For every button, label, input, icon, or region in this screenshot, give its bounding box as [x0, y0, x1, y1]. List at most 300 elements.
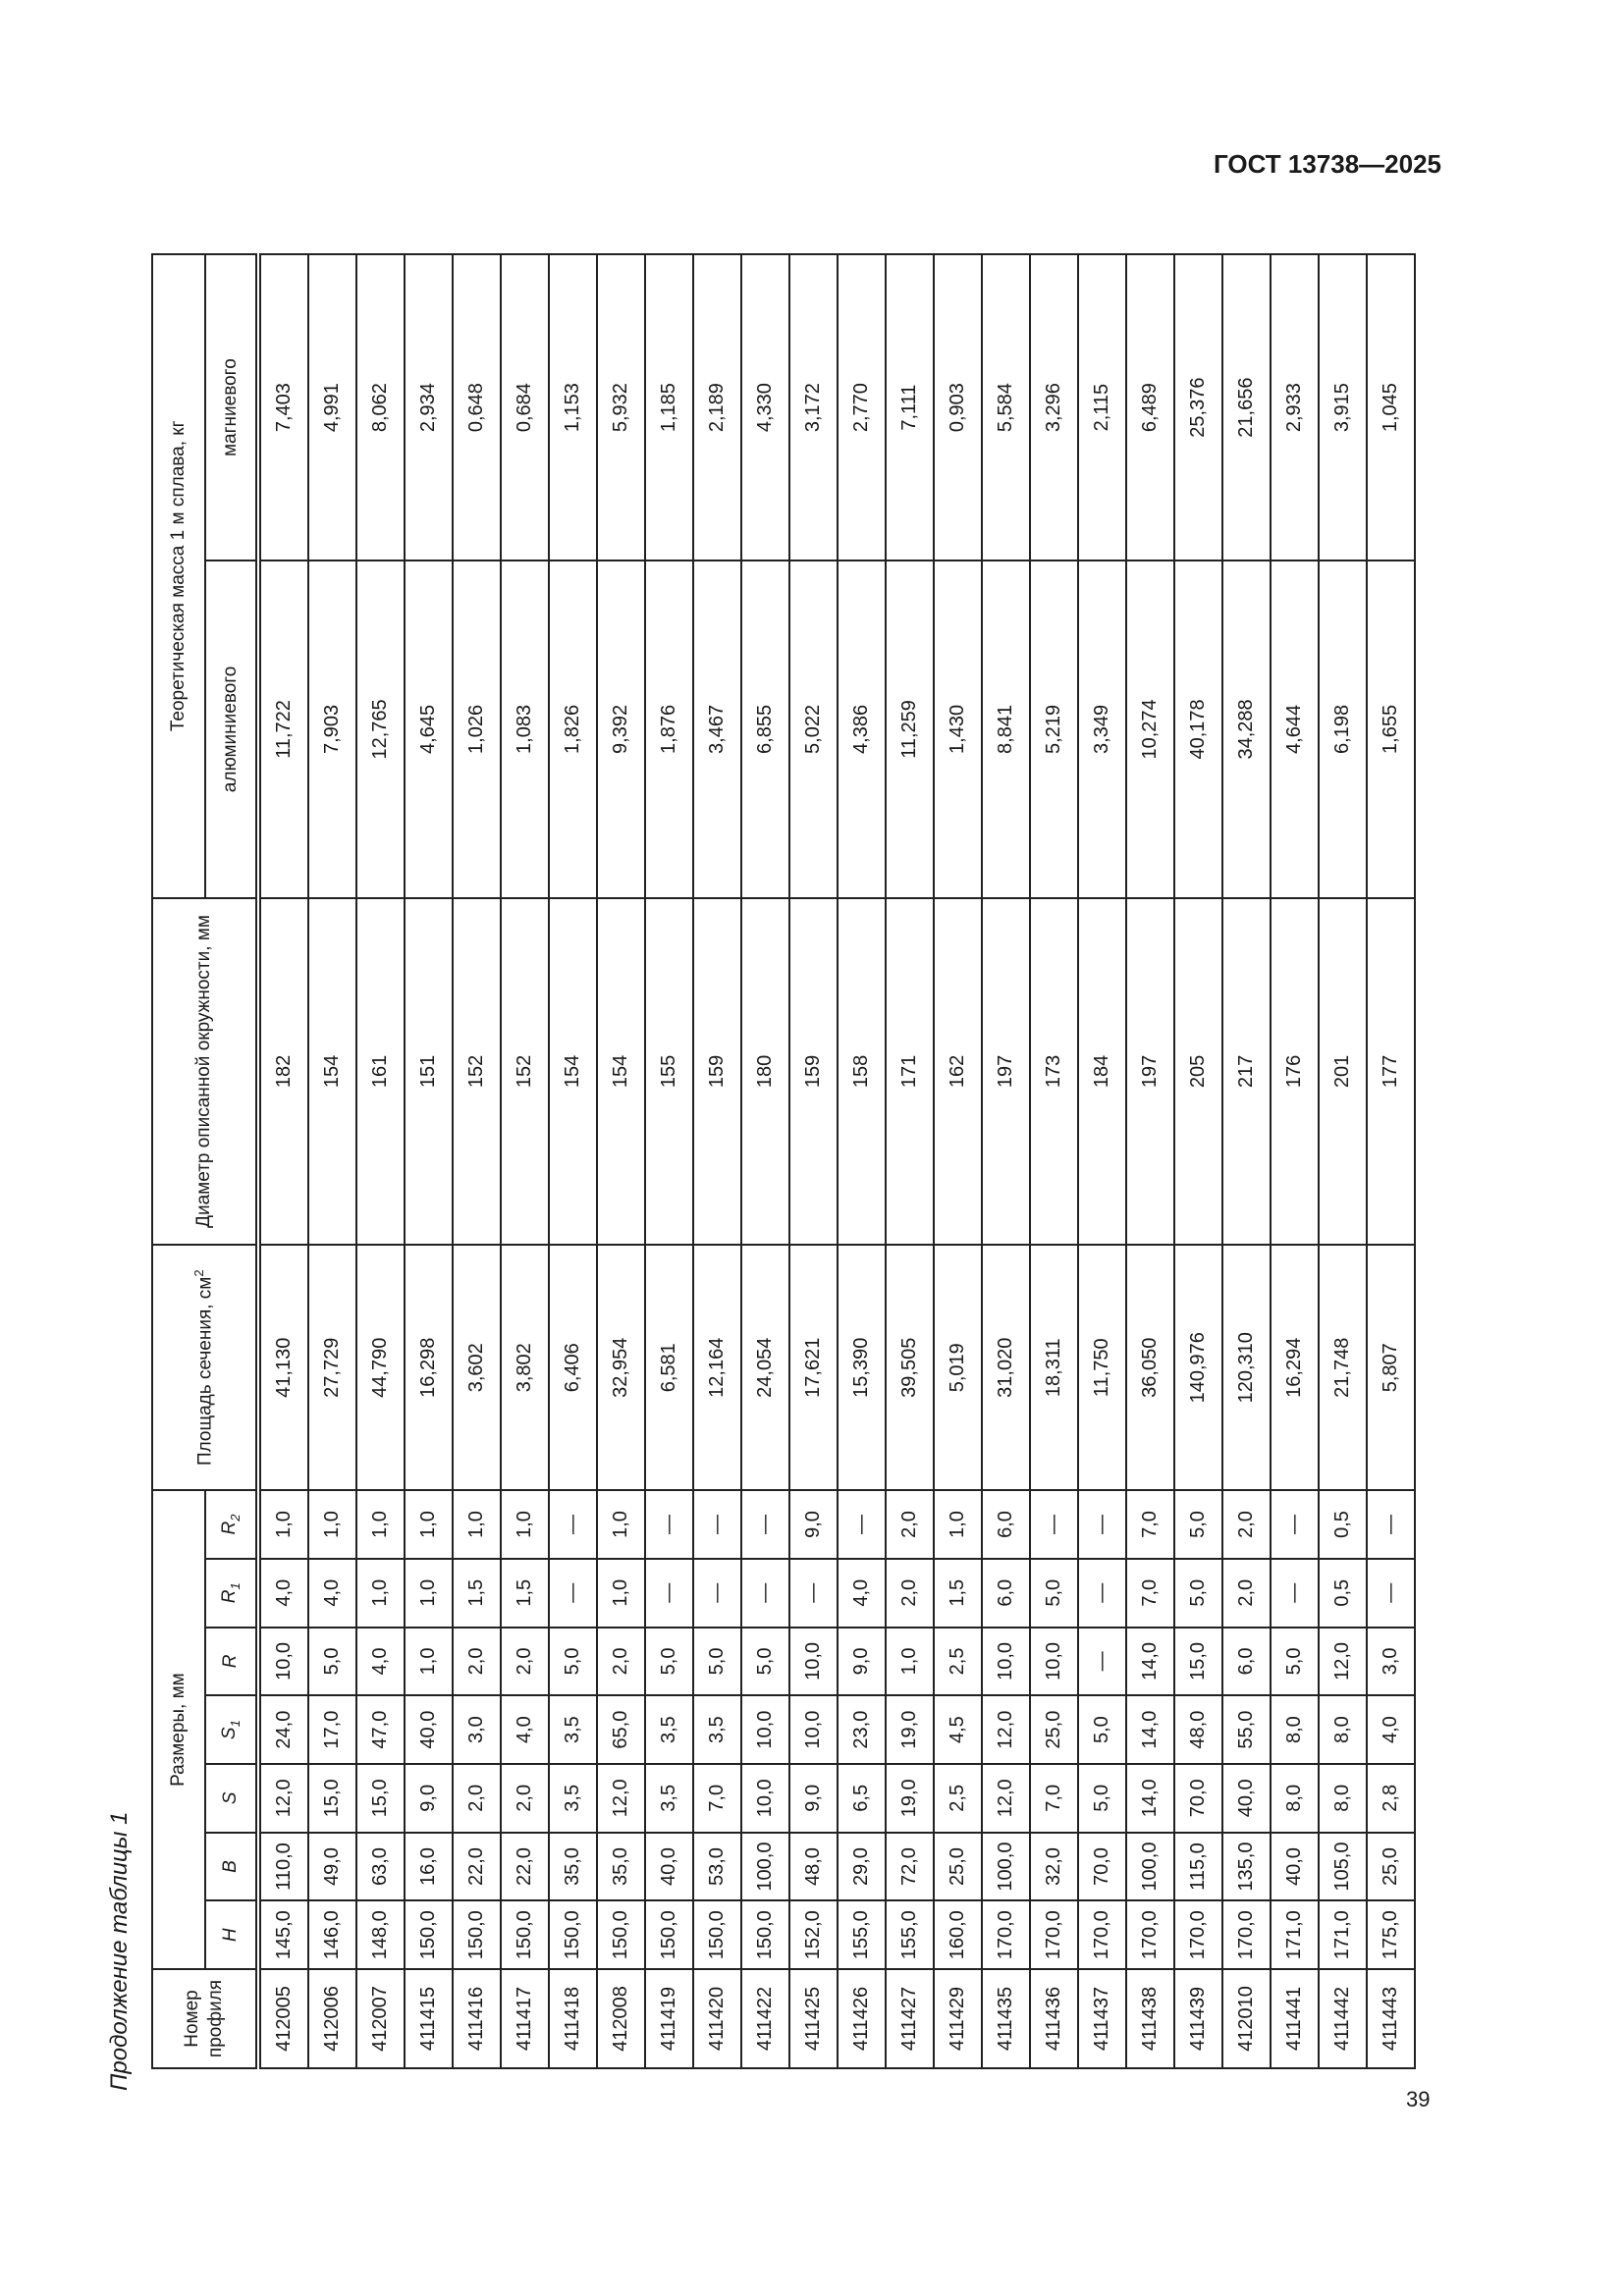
table-cell: 1,876 [645, 561, 693, 897]
table-cell: 7,903 [308, 561, 356, 897]
table-cell: 1,0 [356, 1490, 405, 1559]
table-cell: 115,0 [1174, 1833, 1222, 1901]
table-cell: 155,0 [838, 1900, 886, 1969]
table-cell: 35,0 [597, 1833, 645, 1901]
table-cell: 5,584 [982, 254, 1030, 561]
table-body [258, 254, 1415, 2068]
table-cell: — [549, 1490, 597, 1559]
table-cell: 40,178 [1174, 561, 1222, 897]
table-cell: 6,0 [1222, 1628, 1271, 1696]
table-cell: 3,5 [645, 1695, 693, 1764]
table-cell: 29,0 [838, 1833, 886, 1901]
table-cell: 12,0 [982, 1695, 1030, 1764]
table-cell: 14,0 [1126, 1764, 1174, 1833]
table-cell: 411442 [1319, 1969, 1367, 2068]
table-cell: 2,0 [1222, 1559, 1271, 1628]
table-cell: 6,581 [645, 1245, 693, 1490]
table-cell: 4,0 [1367, 1695, 1415, 1764]
table-cell: 16,298 [405, 1245, 453, 1490]
table-cell: 10,274 [1126, 561, 1174, 897]
table-cell: 14,0 [1126, 1695, 1174, 1764]
table-cell: 17,621 [789, 1245, 838, 1490]
header-aluminum: алюминиевого [205, 561, 258, 897]
header-diameter: Диаметр описанной окружности, мм [152, 898, 258, 1246]
table-cell: 25,0 [1367, 1833, 1415, 1901]
header-magnesium: магниевого [205, 254, 258, 561]
table-cell: 171 [886, 898, 934, 1246]
table-cell: 411425 [789, 1969, 838, 2068]
table-cell: 15,0 [356, 1764, 405, 1833]
table-cell: 7,0 [693, 1764, 741, 1833]
table-cell: 159 [693, 898, 741, 1246]
table-row [453, 254, 501, 2068]
table-cell: 180 [741, 898, 789, 1246]
header-area: Площадь сечения, $см^2$ [152, 1245, 258, 1490]
table-cell: 0,648 [453, 254, 501, 561]
table-cell: 3,0 [453, 1695, 501, 1764]
table-cell: 2,5 [934, 1628, 982, 1696]
table-cell: 2,0 [1222, 1490, 1271, 1559]
table-cell: 16,294 [1271, 1245, 1319, 1490]
table-cell: 41,130 [258, 1245, 308, 1490]
table-cell: 34,288 [1222, 561, 1271, 897]
table-cell: 14,0 [1126, 1628, 1174, 1696]
table-cell: 1,045 [1367, 254, 1415, 561]
table-cell: 1,0 [501, 1490, 549, 1559]
table-cell: 411416 [453, 1969, 501, 2068]
table-cell: 411415 [405, 1969, 453, 2068]
table-cell: 7,0 [1126, 1490, 1174, 1559]
table-cell: 3,5 [549, 1764, 597, 1833]
table-cell: 1,0 [597, 1559, 645, 1628]
table-cell: 1,0 [356, 1559, 405, 1628]
table-cell: 412006 [308, 1969, 356, 2068]
table-cell: 5,0 [741, 1628, 789, 1696]
table-cell: 70,0 [1174, 1764, 1222, 1833]
table-cell: 150,0 [501, 1900, 549, 1969]
table-cell: 3,296 [1030, 254, 1078, 561]
table-cell: 2,8 [1367, 1764, 1415, 1833]
table-cell: 170,0 [982, 1900, 1030, 1969]
table-cell: 4,991 [308, 254, 356, 561]
table-cell: 1,026 [453, 561, 501, 897]
page-number: 39 [1406, 2087, 1431, 2111]
table-cell: — [789, 1559, 838, 1628]
table-cell: 4,0 [308, 1559, 356, 1628]
table-cell: 9,0 [789, 1490, 838, 1559]
table-cell: 171,0 [1319, 1900, 1367, 1969]
table-cell: 1,0 [405, 1628, 453, 1696]
table-cell: 2,5 [934, 1764, 982, 1833]
table-cell: 32,954 [597, 1245, 645, 1490]
header-r2: $R_2$ [205, 1490, 258, 1559]
table-cell: 150,0 [693, 1900, 741, 1969]
table-cell: 173 [1030, 898, 1078, 1246]
table-cell: 1,826 [549, 561, 597, 897]
table-cell: 150,0 [453, 1900, 501, 1969]
table-cell: — [645, 1490, 693, 1559]
table-cell: 10,0 [741, 1695, 789, 1764]
table-cell: 21,656 [1222, 254, 1271, 561]
table-cell: 3,915 [1319, 254, 1367, 561]
table-cell: 100,0 [1126, 1833, 1174, 1901]
table-row [982, 254, 1030, 2068]
table-cell: 55,0 [1222, 1695, 1271, 1764]
table-cell: 155 [645, 898, 693, 1246]
table-cell: 184 [1078, 898, 1126, 1246]
table-cell: 23,0 [838, 1695, 886, 1764]
table-cell: 40,0 [405, 1695, 453, 1764]
table-cell: 8,062 [356, 254, 405, 561]
table-cell: — [741, 1559, 789, 1628]
rotated-table-area [106, 245, 1441, 2091]
table-cell: 152 [501, 898, 549, 1246]
table-row [549, 254, 597, 2068]
table-cell: 411438 [1126, 1969, 1174, 2068]
table-cell: 3,802 [501, 1245, 549, 1490]
table-cell: — [1030, 1490, 1078, 1559]
table-cell: 44,790 [356, 1245, 405, 1490]
continuation-label: Продолжение таблицы 1 [106, 1811, 133, 2091]
table-cell: 2,0 [453, 1628, 501, 1696]
table-row [308, 254, 356, 2068]
table-cell: 158 [838, 898, 886, 1246]
table-cell: 12,0 [597, 1764, 645, 1833]
table-cell: 197 [982, 898, 1030, 1246]
table-cell: 3,5 [693, 1695, 741, 1764]
table-cell: 48,0 [1174, 1695, 1222, 1764]
table-cell: 72,0 [886, 1833, 934, 1901]
table-cell: 2,0 [501, 1628, 549, 1696]
table-cell: — [693, 1559, 741, 1628]
table-cell: 7,0 [1126, 1559, 1174, 1628]
table-cell: 11,259 [886, 561, 934, 897]
table-cell: — [1078, 1559, 1126, 1628]
table-cell: 2,0 [501, 1764, 549, 1833]
table-cell: 2,0 [597, 1628, 645, 1696]
table-row [886, 254, 934, 2068]
table-row [838, 254, 886, 2068]
table-cell: — [1078, 1628, 1126, 1696]
header-r1: $R_1$ [205, 1559, 258, 1628]
table-cell: 12,765 [356, 561, 405, 897]
table-cell: 25,0 [934, 1833, 982, 1901]
table-cell: 25,376 [1174, 254, 1222, 561]
table-cell: 1,5 [934, 1559, 982, 1628]
table-cell: 0,5 [1319, 1490, 1367, 1559]
table-cell: 5,0 [308, 1628, 356, 1696]
table-cell: 40,0 [1222, 1764, 1271, 1833]
table-cell: 159 [789, 898, 838, 1246]
table-cell: 9,0 [789, 1764, 838, 1833]
table-cell: 11,722 [258, 561, 308, 897]
table-cell: 1,655 [1367, 561, 1415, 897]
table-row [1078, 254, 1126, 2068]
table-cell: 6,489 [1126, 254, 1174, 561]
table-cell: 31,020 [982, 1245, 1030, 1490]
table-cell: 12,0 [258, 1764, 308, 1833]
table-cell: 150,0 [405, 1900, 453, 1969]
table-cell: 160,0 [934, 1900, 982, 1969]
table-cell: 0,5 [1319, 1559, 1367, 1628]
table-cell: 35,0 [549, 1833, 597, 1901]
table-cell: 63,0 [356, 1833, 405, 1901]
table-cell: 411443 [1367, 1969, 1415, 2068]
table-cell: 1,0 [405, 1559, 453, 1628]
table-cell: 16,0 [405, 1833, 453, 1901]
table-cell: 182 [258, 898, 308, 1246]
table-cell: 4,330 [741, 254, 789, 561]
table-cell: 4,386 [838, 561, 886, 897]
table-cell: 412010 [1222, 1969, 1271, 2068]
table-row [789, 254, 838, 2068]
table-cell: 177 [1367, 898, 1415, 1246]
table-cell: 3,349 [1078, 561, 1126, 897]
table-cell: 412005 [258, 1969, 308, 2068]
table-cell: 10,0 [1030, 1628, 1078, 1696]
table-cell: 47,0 [356, 1695, 405, 1764]
table-cell: 8,841 [982, 561, 1030, 897]
table-cell: 48,0 [789, 1833, 838, 1901]
table-cell: 1,0 [934, 1490, 982, 1559]
table-cell: 1,083 [501, 561, 549, 897]
table-cell: 154 [597, 898, 645, 1246]
table-cell: 110,0 [258, 1833, 308, 1901]
table-row [501, 254, 549, 2068]
table-cell: 5,0 [645, 1628, 693, 1696]
table-cell: 12,0 [1319, 1628, 1367, 1696]
table-cell: 8,0 [1319, 1764, 1367, 1833]
table-cell: 2,115 [1078, 254, 1126, 561]
table-row [597, 254, 645, 2068]
table-cell: 22,0 [453, 1833, 501, 1901]
table-cell: 7,403 [258, 254, 308, 561]
table-cell: 49,0 [308, 1833, 356, 1901]
table-cell: 24,054 [741, 1245, 789, 1490]
table-cell: 1,5 [501, 1559, 549, 1628]
table-cell: 411436 [1030, 1969, 1078, 2068]
table-cell: 5,022 [789, 561, 838, 897]
header-profile-number: Номер профиля [152, 1969, 258, 2068]
table-cell: 21,748 [1319, 1245, 1367, 1490]
table-cell: 15,390 [838, 1245, 886, 1490]
table-cell: 100,0 [741, 1833, 789, 1901]
table-cell: — [1367, 1559, 1415, 1628]
table-cell: 135,0 [1222, 1833, 1271, 1901]
table-row [1319, 254, 1367, 2068]
table-cell: 4,0 [501, 1695, 549, 1764]
table-cell: — [1271, 1559, 1319, 1628]
table-cell: 6,5 [838, 1764, 886, 1833]
table-cell: 100,0 [982, 1833, 1030, 1901]
table-cell: 12,0 [982, 1764, 1030, 1833]
table-row [356, 254, 405, 2068]
table-cell: 24,0 [258, 1695, 308, 1764]
table-cell: 5,019 [934, 1245, 982, 1490]
table-cell: — [645, 1559, 693, 1628]
table-cell: 5,0 [549, 1628, 597, 1696]
table-cell: 9,0 [838, 1628, 886, 1696]
table-cell: 70,0 [1078, 1833, 1126, 1901]
table-cell: 5,932 [597, 254, 645, 561]
profile-table [151, 253, 1416, 2069]
table-cell: 1,0 [597, 1490, 645, 1559]
table-cell: 411419 [645, 1969, 693, 2068]
table-row [741, 254, 789, 2068]
table-row [693, 254, 741, 2068]
document-code: ГОСТ 13738—2025 [1214, 149, 1441, 179]
table-row [1126, 254, 1174, 2068]
table-cell: 145,0 [258, 1900, 308, 1969]
table-cell: 4,0 [838, 1559, 886, 1628]
table-cell: — [1271, 1490, 1319, 1559]
table-cell: 10,0 [258, 1628, 308, 1696]
table-row [1271, 254, 1319, 2068]
table-cell: 0,684 [501, 254, 549, 561]
table-cell: 2,770 [838, 254, 886, 561]
table-cell: 5,0 [1174, 1559, 1222, 1628]
table-cell: 5,807 [1367, 1245, 1415, 1490]
table-cell: 217 [1222, 898, 1271, 1246]
table-cell: 411418 [549, 1969, 597, 2068]
table-cell: 1,0 [886, 1628, 934, 1696]
table-cell: 8,0 [1271, 1695, 1319, 1764]
table-cell: 10,0 [741, 1764, 789, 1833]
table-cell: 19,0 [886, 1764, 934, 1833]
table-cell: 10,0 [982, 1628, 1030, 1696]
table-cell: 171,0 [1271, 1900, 1319, 1969]
table-cell: 140,976 [1174, 1245, 1222, 1490]
table-cell: 8,0 [1271, 1764, 1319, 1833]
table-cell: 1,0 [308, 1490, 356, 1559]
table-cell: 32,0 [1030, 1833, 1078, 1901]
table-row [1174, 254, 1222, 2068]
table-cell: 2,189 [693, 254, 741, 561]
table-cell: 162 [934, 898, 982, 1246]
table-cell: 5,0 [1271, 1628, 1319, 1696]
table-cell: 155,0 [886, 1900, 934, 1969]
table-row [405, 254, 453, 2068]
table-cell: 6,855 [741, 561, 789, 897]
table-cell: 12,164 [693, 1245, 741, 1490]
table-cell: 4,0 [258, 1559, 308, 1628]
table-cell: 7,0 [1030, 1764, 1078, 1833]
header-mass: Теоретическая масса 1 м сплава, кг [152, 254, 205, 898]
table-cell: 411441 [1271, 1969, 1319, 2068]
table-cell: 150,0 [597, 1900, 645, 1969]
header-s1: $S_1$ [205, 1695, 258, 1764]
table-cell: — [1078, 1490, 1126, 1559]
table-cell: 17,0 [308, 1695, 356, 1764]
table-cell: 1,430 [934, 561, 982, 897]
table-cell: 36,050 [1126, 1245, 1174, 1490]
table-cell: 3,602 [453, 1245, 501, 1490]
table-cell: 18,311 [1030, 1245, 1078, 1490]
table-cell: 105,0 [1319, 1833, 1367, 1901]
table-cell: 161 [356, 898, 405, 1246]
table-cell: 6,0 [982, 1559, 1030, 1628]
table-cell: 4,0 [356, 1628, 405, 1696]
table-cell: 411437 [1078, 1969, 1126, 2068]
table-cell: 8,0 [1319, 1695, 1367, 1764]
table-cell: 411435 [982, 1969, 1030, 2068]
table-cell: 146,0 [308, 1900, 356, 1969]
table-cell: 170,0 [1222, 1900, 1271, 1969]
table-cell: 6,0 [982, 1490, 1030, 1559]
table-cell: 148,0 [356, 1900, 405, 1969]
table-cell: 411422 [741, 1969, 789, 2068]
table-cell: 40,0 [645, 1833, 693, 1901]
table-cell: 170,0 [1078, 1900, 1126, 1969]
table-cell: 411417 [501, 1969, 549, 2068]
table-cell: 1,5 [453, 1559, 501, 1628]
table-cell: 205 [1174, 898, 1222, 1246]
table-cell: 176 [1271, 898, 1319, 1246]
table-cell: 25,0 [1030, 1695, 1078, 1764]
table-cell: 0,903 [934, 254, 982, 561]
table-cell: 152 [453, 898, 501, 1246]
table-cell: 40,0 [1271, 1833, 1319, 1901]
table-cell: 170,0 [1174, 1900, 1222, 1969]
header-r: R [205, 1628, 258, 1696]
table-cell: 5,0 [1078, 1764, 1126, 1833]
table-row [645, 254, 693, 2068]
table-cell: 7,111 [886, 254, 934, 561]
table-cell: 175,0 [1367, 1900, 1415, 1969]
table-cell: 10,0 [789, 1695, 838, 1764]
table-cell: 11,750 [1078, 1245, 1126, 1490]
table-cell: 120,310 [1222, 1245, 1271, 1490]
table-cell: 411427 [886, 1969, 934, 2068]
table-cell: 3,5 [645, 1764, 693, 1833]
table-cell: 5,0 [1030, 1559, 1078, 1628]
table-cell: 2,934 [405, 254, 453, 561]
table-cell: — [549, 1559, 597, 1628]
table-cell: 3,0 [1367, 1628, 1415, 1696]
table-cell: 1,185 [645, 254, 693, 561]
table-cell: 411420 [693, 1969, 741, 2068]
table-cell: 27,729 [308, 1245, 356, 1490]
table-cell: 412008 [597, 1969, 645, 2068]
table-cell: 5,0 [1174, 1490, 1222, 1559]
table-cell: 65,0 [597, 1695, 645, 1764]
table-cell: 197 [1126, 898, 1174, 1246]
table-cell: 4,5 [934, 1695, 982, 1764]
table-cell: 154 [308, 898, 356, 1246]
table-cell: 154 [549, 898, 597, 1246]
table-cell: 3,467 [693, 561, 741, 897]
table-cell: 150,0 [549, 1900, 597, 1969]
table-cell: 22,0 [501, 1833, 549, 1901]
table-cell: 6,406 [549, 1245, 597, 1490]
table-row [258, 254, 308, 2068]
table-cell: — [1367, 1490, 1415, 1559]
table-cell: 2,0 [886, 1559, 934, 1628]
table-cell: 201 [1319, 898, 1367, 1246]
table-cell: 3,172 [789, 254, 838, 561]
table-row [1367, 254, 1415, 2068]
table-cell: 1,0 [405, 1490, 453, 1559]
table-cell: 9,0 [405, 1764, 453, 1833]
table-cell: 10,0 [789, 1628, 838, 1696]
table-cell: 4,645 [405, 561, 453, 897]
table-cell: 411426 [838, 1969, 886, 2068]
table-cell: 3,5 [549, 1695, 597, 1764]
table-cell: 411439 [1174, 1969, 1222, 2068]
table-cell: 5,0 [693, 1628, 741, 1696]
table-cell: 411429 [934, 1969, 982, 2068]
table-cell: 2,0 [886, 1490, 934, 1559]
